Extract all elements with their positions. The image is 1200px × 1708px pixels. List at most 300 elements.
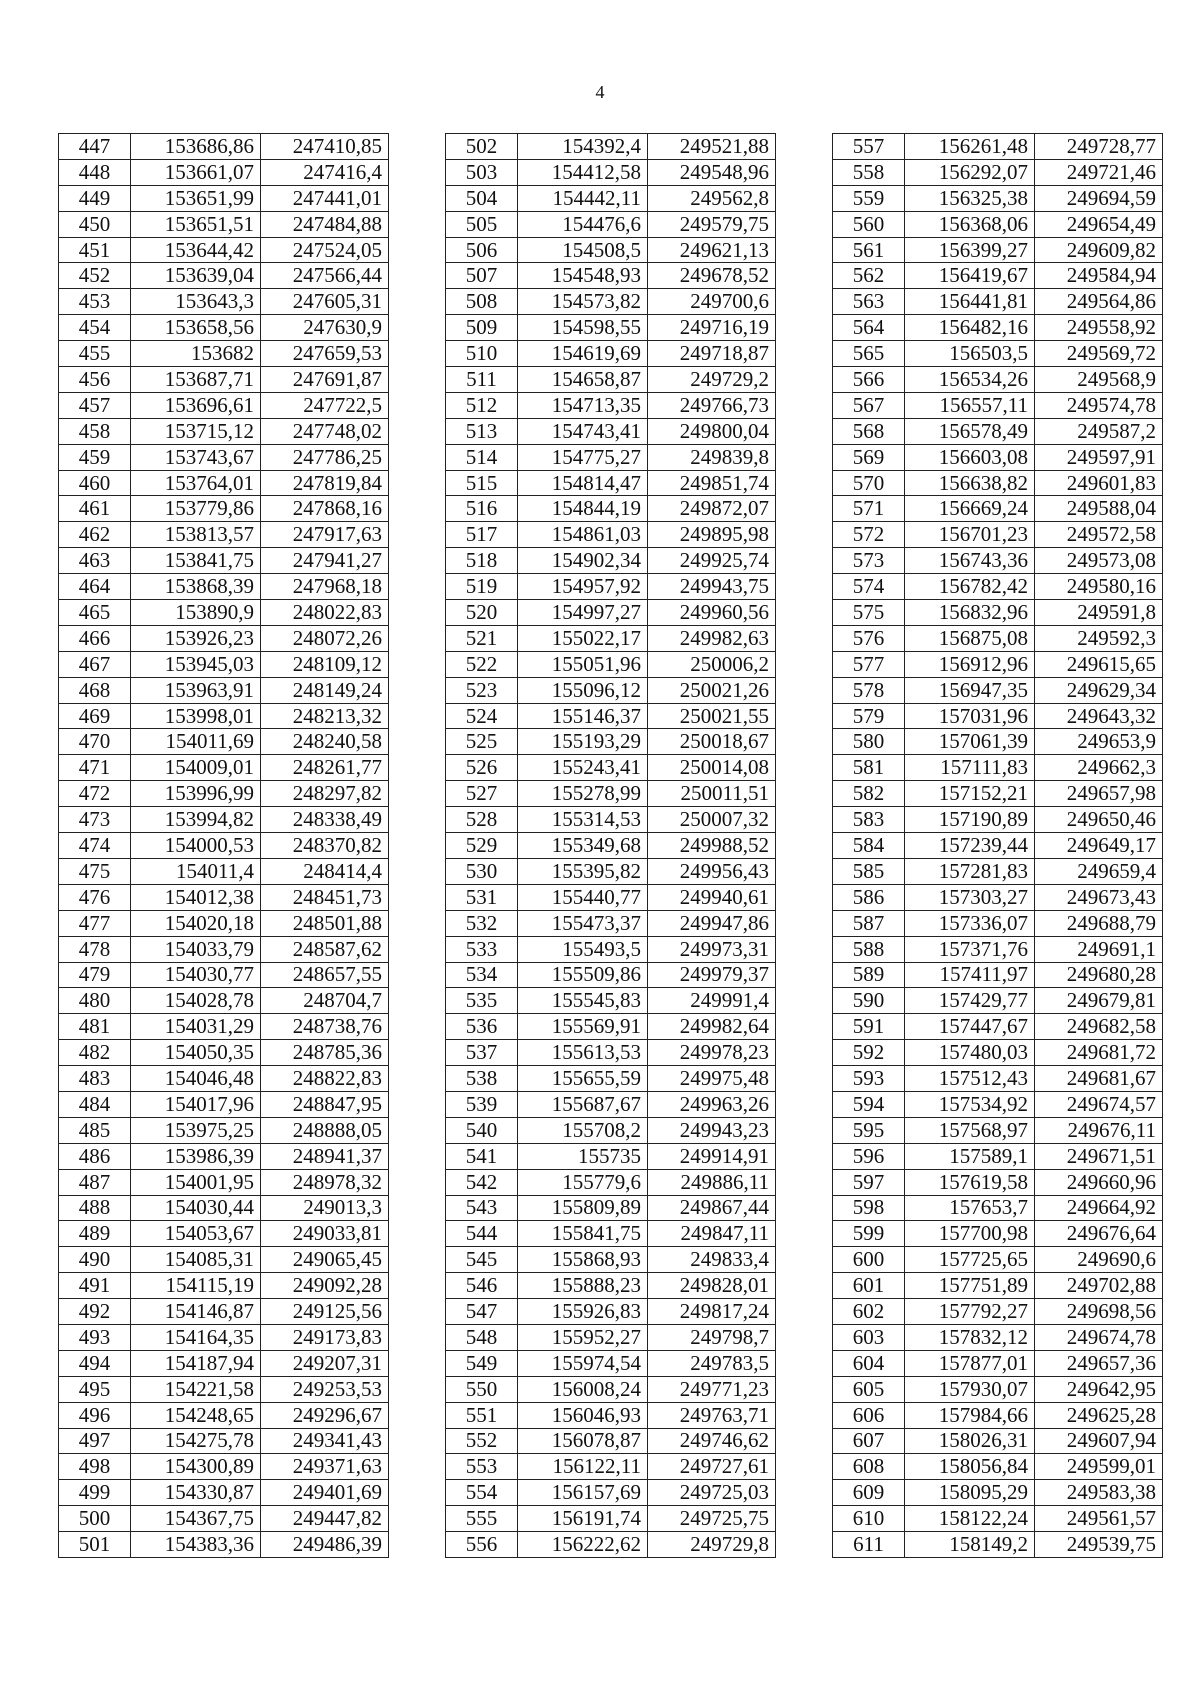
point-number-cell: 509	[446, 315, 518, 341]
y-coordinate-cell: 249947,86	[648, 910, 776, 936]
y-coordinate-cell: 249597,91	[1035, 444, 1163, 470]
table-row	[833, 185, 1163, 211]
point-number-cell: 532	[446, 910, 518, 936]
x-coordinate-cell: 157725,65	[905, 1247, 1035, 1273]
point-number-cell: 499	[59, 1480, 131, 1506]
x-coordinate-cell: 153963,91	[131, 677, 261, 703]
x-coordinate-cell: 155193,29	[518, 729, 648, 755]
table-row	[446, 833, 776, 859]
y-coordinate-cell: 249662,3	[1035, 755, 1163, 781]
point-number-cell: 599	[833, 1221, 905, 1247]
point-number-cell: 501	[59, 1532, 131, 1558]
x-coordinate-cell: 154011,69	[131, 729, 261, 755]
table-row	[446, 1506, 776, 1532]
y-coordinate-cell: 249607,94	[1035, 1428, 1163, 1454]
x-coordinate-cell: 157190,89	[905, 807, 1035, 833]
point-number-cell: 530	[446, 858, 518, 884]
table-row	[446, 781, 776, 807]
x-coordinate-cell: 155395,82	[518, 858, 648, 884]
y-coordinate-cell: 249766,73	[648, 392, 776, 418]
table-row	[833, 651, 1163, 677]
x-coordinate-cell: 154442,11	[518, 185, 648, 211]
table-row	[446, 574, 776, 600]
x-coordinate-cell: 156441,81	[905, 289, 1035, 315]
table-row	[446, 185, 776, 211]
table-row	[446, 729, 776, 755]
table-row	[446, 418, 776, 444]
table-row	[446, 651, 776, 677]
y-coordinate-cell: 249851,74	[648, 470, 776, 496]
x-coordinate-cell: 153996,99	[131, 781, 261, 807]
y-coordinate-cell: 249173,83	[261, 1324, 389, 1350]
table-row	[59, 936, 389, 962]
y-coordinate-cell: 248657,55	[261, 962, 389, 988]
table-row	[446, 341, 776, 367]
table-row	[446, 1532, 776, 1558]
y-coordinate-cell: 248738,76	[261, 1014, 389, 1040]
x-coordinate-cell: 154031,29	[131, 1014, 261, 1040]
table-row	[833, 807, 1163, 833]
x-coordinate-cell: 155509,86	[518, 962, 648, 988]
y-coordinate-cell: 249561,57	[1035, 1506, 1163, 1532]
x-coordinate-cell: 154508,5	[518, 237, 648, 263]
point-number-cell: 582	[833, 781, 905, 807]
y-coordinate-cell: 249679,81	[1035, 988, 1163, 1014]
y-coordinate-cell: 247722,5	[261, 392, 389, 418]
table-row	[446, 1066, 776, 1092]
point-number-cell: 483	[59, 1066, 131, 1092]
x-coordinate-cell: 156832,96	[905, 600, 1035, 626]
y-coordinate-cell: 249988,52	[648, 833, 776, 859]
y-coordinate-cell: 250007,32	[648, 807, 776, 833]
y-coordinate-cell: 247659,53	[261, 341, 389, 367]
y-coordinate-cell: 249621,13	[648, 237, 776, 263]
point-number-cell: 497	[59, 1428, 131, 1454]
point-number-cell: 601	[833, 1273, 905, 1299]
x-coordinate-cell: 157281,83	[905, 858, 1035, 884]
table-row	[833, 1221, 1163, 1247]
table-row	[833, 1014, 1163, 1040]
table-row	[59, 522, 389, 548]
y-coordinate-cell: 248847,95	[261, 1091, 389, 1117]
y-coordinate-cell: 248704,7	[261, 988, 389, 1014]
y-coordinate-cell: 248338,49	[261, 807, 389, 833]
y-coordinate-cell: 249671,51	[1035, 1143, 1163, 1169]
point-number-cell: 579	[833, 703, 905, 729]
table-row	[59, 185, 389, 211]
table-row	[833, 444, 1163, 470]
y-coordinate-cell: 247410,85	[261, 134, 389, 160]
y-coordinate-cell: 249676,11	[1035, 1117, 1163, 1143]
table-row	[446, 1247, 776, 1273]
point-number-cell: 585	[833, 858, 905, 884]
table-row	[446, 677, 776, 703]
point-number-cell: 516	[446, 496, 518, 522]
table-row	[446, 910, 776, 936]
point-number-cell: 506	[446, 237, 518, 263]
x-coordinate-cell: 156701,23	[905, 522, 1035, 548]
table-row	[833, 289, 1163, 315]
point-number-cell: 529	[446, 833, 518, 859]
y-coordinate-cell: 248587,62	[261, 936, 389, 962]
y-coordinate-cell: 249729,2	[648, 367, 776, 393]
y-coordinate-cell: 249548,96	[648, 159, 776, 185]
point-number-cell: 524	[446, 703, 518, 729]
y-coordinate-cell: 247566,44	[261, 263, 389, 289]
y-coordinate-cell: 249694,59	[1035, 185, 1163, 211]
x-coordinate-cell: 156912,96	[905, 651, 1035, 677]
point-number-cell: 508	[446, 289, 518, 315]
table-row	[833, 1040, 1163, 1066]
point-number-cell: 591	[833, 1014, 905, 1040]
x-coordinate-cell: 157568,97	[905, 1117, 1035, 1143]
table-row	[446, 625, 776, 651]
y-coordinate-cell: 249659,4	[1035, 858, 1163, 884]
x-coordinate-cell: 156503,5	[905, 341, 1035, 367]
x-coordinate-cell: 155569,91	[518, 1014, 648, 1040]
point-number-cell: 470	[59, 729, 131, 755]
point-number-cell: 451	[59, 237, 131, 263]
x-coordinate-cell: 155051,96	[518, 651, 648, 677]
table-row	[446, 522, 776, 548]
x-coordinate-cell: 157700,98	[905, 1221, 1035, 1247]
table-row	[833, 936, 1163, 962]
x-coordinate-cell: 157447,67	[905, 1014, 1035, 1040]
y-coordinate-cell: 249729,8	[648, 1532, 776, 1558]
table-row	[59, 651, 389, 677]
y-coordinate-cell: 248451,73	[261, 884, 389, 910]
table-row	[833, 1117, 1163, 1143]
point-number-cell: 604	[833, 1350, 905, 1376]
point-number-cell: 474	[59, 833, 131, 859]
y-coordinate-cell: 250014,08	[648, 755, 776, 781]
point-number-cell: 504	[446, 185, 518, 211]
y-coordinate-cell: 249943,75	[648, 574, 776, 600]
point-number-cell: 458	[59, 418, 131, 444]
point-number-cell: 464	[59, 574, 131, 600]
y-coordinate-cell: 249718,87	[648, 341, 776, 367]
x-coordinate-cell: 155687,67	[518, 1091, 648, 1117]
x-coordinate-cell: 154476,6	[518, 211, 648, 237]
x-coordinate-cell: 154000,53	[131, 833, 261, 859]
point-number-cell: 565	[833, 341, 905, 367]
x-coordinate-cell: 154330,87	[131, 1480, 261, 1506]
y-coordinate-cell: 249601,83	[1035, 470, 1163, 496]
x-coordinate-cell: 153696,61	[131, 392, 261, 418]
x-coordinate-cell: 155708,2	[518, 1117, 648, 1143]
point-number-cell: 520	[446, 600, 518, 626]
x-coordinate-cell: 154367,75	[131, 1506, 261, 1532]
point-number-cell: 542	[446, 1169, 518, 1195]
y-coordinate-cell: 249568,9	[1035, 367, 1163, 393]
y-coordinate-cell: 249975,48	[648, 1066, 776, 1092]
y-coordinate-cell: 249943,23	[648, 1117, 776, 1143]
point-number-cell: 554	[446, 1480, 518, 1506]
x-coordinate-cell: 156743,36	[905, 548, 1035, 574]
x-coordinate-cell: 154548,93	[518, 263, 648, 289]
y-coordinate-cell: 249569,72	[1035, 341, 1163, 367]
x-coordinate-cell: 157751,89	[905, 1273, 1035, 1299]
y-coordinate-cell: 249033,81	[261, 1221, 389, 1247]
table-row	[446, 962, 776, 988]
x-coordinate-cell: 155493,5	[518, 936, 648, 962]
point-number-cell: 491	[59, 1273, 131, 1299]
table-row	[59, 1247, 389, 1273]
table-row	[59, 703, 389, 729]
y-coordinate-cell: 249650,46	[1035, 807, 1163, 833]
point-number-cell: 523	[446, 677, 518, 703]
y-coordinate-cell: 249447,82	[261, 1506, 389, 1532]
table-row	[446, 444, 776, 470]
x-coordinate-cell: 154392,4	[518, 134, 648, 160]
x-coordinate-cell: 157534,92	[905, 1091, 1035, 1117]
point-number-cell: 522	[446, 651, 518, 677]
table-row	[59, 807, 389, 833]
table-row	[446, 988, 776, 1014]
table-row	[59, 729, 389, 755]
y-coordinate-cell: 247941,27	[261, 548, 389, 574]
table-row	[833, 962, 1163, 988]
y-coordinate-cell: 249253,53	[261, 1376, 389, 1402]
y-coordinate-cell: 249960,56	[648, 600, 776, 626]
table-row	[833, 392, 1163, 418]
y-coordinate-cell: 249564,86	[1035, 289, 1163, 315]
x-coordinate-cell: 155779,6	[518, 1169, 648, 1195]
coordinate-table-left	[58, 133, 389, 1558]
x-coordinate-cell: 156157,69	[518, 1480, 648, 1506]
y-coordinate-cell: 249579,75	[648, 211, 776, 237]
x-coordinate-cell: 155952,27	[518, 1324, 648, 1350]
table-row	[833, 1091, 1163, 1117]
y-coordinate-cell: 249702,88	[1035, 1273, 1163, 1299]
x-coordinate-cell: 157877,01	[905, 1350, 1035, 1376]
y-coordinate-cell: 249963,26	[648, 1091, 776, 1117]
x-coordinate-cell: 153975,25	[131, 1117, 261, 1143]
y-coordinate-cell: 249629,34	[1035, 677, 1163, 703]
table-row	[833, 418, 1163, 444]
y-coordinate-cell: 248501,88	[261, 910, 389, 936]
point-number-cell: 538	[446, 1066, 518, 1092]
point-number-cell: 469	[59, 703, 131, 729]
y-coordinate-cell: 247691,87	[261, 367, 389, 393]
y-coordinate-cell: 249682,58	[1035, 1014, 1163, 1040]
point-number-cell: 568	[833, 418, 905, 444]
x-coordinate-cell: 156261,48	[905, 134, 1035, 160]
table-row	[446, 1040, 776, 1066]
table-row	[833, 755, 1163, 781]
x-coordinate-cell: 154573,82	[518, 289, 648, 315]
y-coordinate-cell: 249657,36	[1035, 1350, 1163, 1376]
y-coordinate-cell: 249728,77	[1035, 134, 1163, 160]
x-coordinate-cell: 153868,39	[131, 574, 261, 600]
y-coordinate-cell: 249982,63	[648, 625, 776, 651]
x-coordinate-cell: 155473,37	[518, 910, 648, 936]
point-number-cell: 452	[59, 263, 131, 289]
y-coordinate-cell: 249674,57	[1035, 1091, 1163, 1117]
point-number-cell: 563	[833, 289, 905, 315]
table-row	[833, 1169, 1163, 1195]
table-row	[446, 548, 776, 574]
x-coordinate-cell: 157619,58	[905, 1169, 1035, 1195]
table-row	[59, 237, 389, 263]
table-row	[833, 574, 1163, 600]
table-row	[59, 1532, 389, 1558]
point-number-cell: 578	[833, 677, 905, 703]
y-coordinate-cell: 249642,95	[1035, 1376, 1163, 1402]
y-coordinate-cell: 248888,05	[261, 1117, 389, 1143]
table-row	[833, 1480, 1163, 1506]
table-row	[446, 1376, 776, 1402]
y-coordinate-cell: 249727,61	[648, 1454, 776, 1480]
y-coordinate-cell: 247524,05	[261, 237, 389, 263]
y-coordinate-cell: 248149,24	[261, 677, 389, 703]
y-coordinate-cell: 247917,63	[261, 522, 389, 548]
x-coordinate-cell: 157653,7	[905, 1195, 1035, 1221]
table-row	[446, 755, 776, 781]
y-coordinate-cell: 249725,03	[648, 1480, 776, 1506]
y-coordinate-cell: 249562,8	[648, 185, 776, 211]
y-coordinate-cell: 249609,82	[1035, 237, 1163, 263]
x-coordinate-cell: 156782,42	[905, 574, 1035, 600]
table-row	[446, 858, 776, 884]
y-coordinate-cell: 250006,2	[648, 651, 776, 677]
table-row	[833, 496, 1163, 522]
x-coordinate-cell: 156603,08	[905, 444, 1035, 470]
table-row	[833, 341, 1163, 367]
x-coordinate-cell: 155974,54	[518, 1350, 648, 1376]
point-number-cell: 467	[59, 651, 131, 677]
point-number-cell: 570	[833, 470, 905, 496]
table-row	[833, 677, 1163, 703]
table-row	[59, 159, 389, 185]
table-row	[446, 159, 776, 185]
x-coordinate-cell: 154030,44	[131, 1195, 261, 1221]
table-row	[59, 833, 389, 859]
point-number-cell: 577	[833, 651, 905, 677]
point-number-cell: 507	[446, 263, 518, 289]
x-coordinate-cell: 157480,03	[905, 1040, 1035, 1066]
table-row	[446, 470, 776, 496]
y-coordinate-cell: 249691,1	[1035, 936, 1163, 962]
table-row	[446, 1428, 776, 1454]
y-coordinate-cell: 249698,56	[1035, 1299, 1163, 1325]
x-coordinate-cell: 154844,19	[518, 496, 648, 522]
table-row	[833, 1273, 1163, 1299]
point-number-cell: 592	[833, 1040, 905, 1066]
table-row	[446, 1350, 776, 1376]
y-coordinate-cell: 249681,67	[1035, 1066, 1163, 1092]
point-number-cell: 468	[59, 677, 131, 703]
point-number-cell: 480	[59, 988, 131, 1014]
x-coordinate-cell: 155278,99	[518, 781, 648, 807]
point-number-cell: 510	[446, 341, 518, 367]
x-coordinate-cell: 154300,89	[131, 1454, 261, 1480]
table-row	[59, 1324, 389, 1350]
table-row	[59, 263, 389, 289]
x-coordinate-cell: 156008,24	[518, 1376, 648, 1402]
point-number-cell: 533	[446, 936, 518, 962]
point-number-cell: 595	[833, 1117, 905, 1143]
y-coordinate-cell: 249092,28	[261, 1273, 389, 1299]
point-number-cell: 453	[59, 289, 131, 315]
table-row	[833, 211, 1163, 237]
x-coordinate-cell: 154383,36	[131, 1532, 261, 1558]
table-row	[59, 1506, 389, 1532]
y-coordinate-cell: 249886,11	[648, 1169, 776, 1195]
x-coordinate-cell: 154009,01	[131, 755, 261, 781]
y-coordinate-cell: 249574,78	[1035, 392, 1163, 418]
point-number-cell: 537	[446, 1040, 518, 1066]
y-coordinate-cell: 249798,7	[648, 1324, 776, 1350]
x-coordinate-cell: 153945,03	[131, 651, 261, 677]
table-row	[833, 729, 1163, 755]
y-coordinate-cell: 249678,52	[648, 263, 776, 289]
table-row	[59, 315, 389, 341]
y-coordinate-cell: 248297,82	[261, 781, 389, 807]
x-coordinate-cell: 157031,96	[905, 703, 1035, 729]
x-coordinate-cell: 158056,84	[905, 1454, 1035, 1480]
point-number-cell: 517	[446, 522, 518, 548]
point-number-cell: 561	[833, 237, 905, 263]
x-coordinate-cell: 156122,11	[518, 1454, 648, 1480]
table-row	[59, 755, 389, 781]
y-coordinate-cell: 250021,55	[648, 703, 776, 729]
y-coordinate-cell: 247605,31	[261, 289, 389, 315]
x-coordinate-cell: 157589,1	[905, 1143, 1035, 1169]
x-coordinate-cell: 154020,18	[131, 910, 261, 936]
table-row	[446, 289, 776, 315]
x-coordinate-cell: 156399,27	[905, 237, 1035, 263]
point-number-cell: 594	[833, 1091, 905, 1117]
x-coordinate-cell: 155349,68	[518, 833, 648, 859]
point-number-cell: 463	[59, 548, 131, 574]
x-coordinate-cell: 155868,93	[518, 1247, 648, 1273]
table-row	[59, 470, 389, 496]
point-number-cell: 450	[59, 211, 131, 237]
y-coordinate-cell: 249401,69	[261, 1480, 389, 1506]
y-coordinate-cell: 249664,92	[1035, 1195, 1163, 1221]
point-number-cell: 555	[446, 1506, 518, 1532]
point-number-cell: 586	[833, 884, 905, 910]
point-number-cell: 607	[833, 1428, 905, 1454]
table-row	[833, 781, 1163, 807]
point-number-cell: 488	[59, 1195, 131, 1221]
point-number-cell: 494	[59, 1350, 131, 1376]
point-number-cell: 589	[833, 962, 905, 988]
x-coordinate-cell: 157336,07	[905, 910, 1035, 936]
x-coordinate-cell: 154658,87	[518, 367, 648, 393]
point-number-cell: 502	[446, 134, 518, 160]
x-coordinate-cell: 154012,38	[131, 884, 261, 910]
point-number-cell: 588	[833, 936, 905, 962]
table-row	[59, 1221, 389, 1247]
table-row	[833, 1247, 1163, 1273]
table-row	[833, 1350, 1163, 1376]
table-row	[446, 1402, 776, 1428]
point-number-cell: 503	[446, 159, 518, 185]
point-number-cell: 571	[833, 496, 905, 522]
y-coordinate-cell: 248240,58	[261, 729, 389, 755]
x-coordinate-cell: 154187,94	[131, 1350, 261, 1376]
point-number-cell: 514	[446, 444, 518, 470]
y-coordinate-cell: 249660,96	[1035, 1169, 1163, 1195]
y-coordinate-cell: 248785,36	[261, 1040, 389, 1066]
table-row	[446, 392, 776, 418]
y-coordinate-cell: 249872,07	[648, 496, 776, 522]
y-coordinate-cell: 249587,2	[1035, 418, 1163, 444]
x-coordinate-cell: 157303,27	[905, 884, 1035, 910]
table-row	[833, 1066, 1163, 1092]
